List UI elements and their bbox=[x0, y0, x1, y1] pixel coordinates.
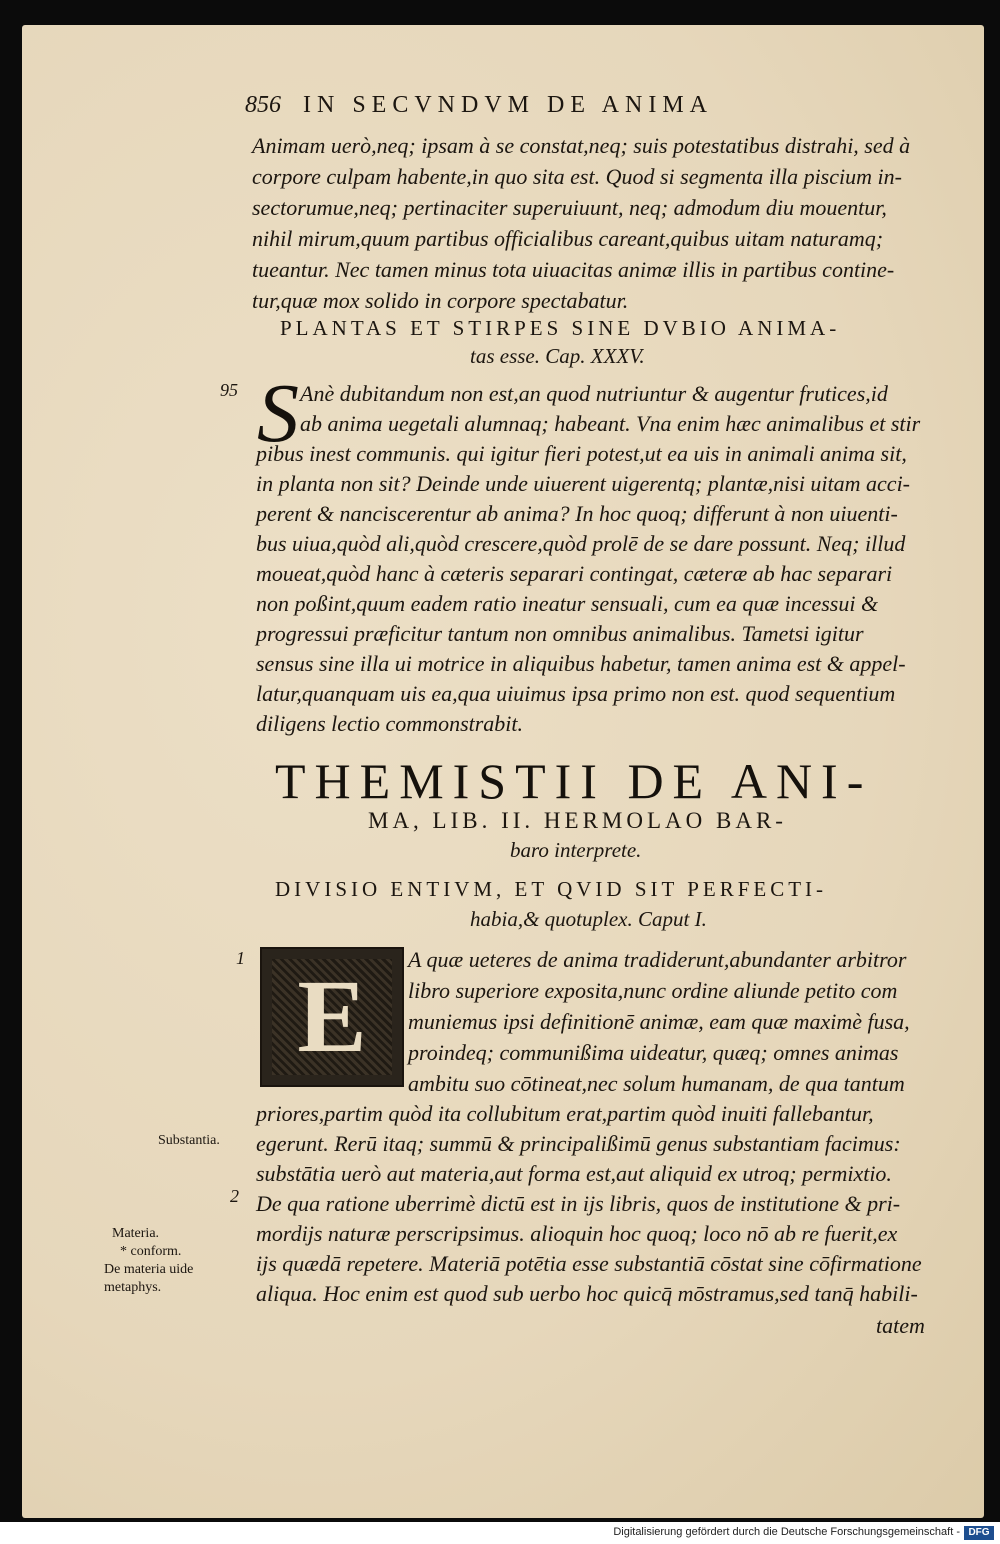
digitization-footer bbox=[0, 1522, 1000, 1544]
book-title-line3: baro interprete. bbox=[510, 838, 642, 862]
text-line: priores,partim quòd ita collubitum erat,partim quòd inuiti fallebantur, bbox=[256, 1101, 874, 1126]
text-line: moueat,quòd hanc à cæteris separari contingat, cæteræ ab hac separari bbox=[256, 561, 893, 586]
text-line: progressui præficitur tantum non omnibus animalibus. Tametsi igitur bbox=[256, 621, 864, 646]
text-line: latur,quanquam uis ea,qua uiuimus ipsa primo non est. quod sequentium bbox=[256, 681, 896, 706]
text-line: libro superiore exposita,nunc ordine aliunde petito com bbox=[408, 978, 898, 1003]
margin-note: metaphys. bbox=[104, 1280, 162, 1295]
text-line: perent & nanciscerentur ab anima? In hoc quoq; differunt à non uiuenti- bbox=[256, 501, 898, 526]
text-line: aliqua. Hoc enim est quod sub uerbo hoc quicq̄ mōstramus,sed tanq̄ habili- bbox=[256, 1281, 918, 1306]
margin-number: 1 bbox=[236, 948, 245, 968]
text-line: A quæ ueteres de anima tradiderunt,abundanter arbitror bbox=[408, 947, 907, 972]
margin-note: * conform. bbox=[120, 1244, 182, 1259]
text-line: De qua ratione uberrimè dictū est in ijs libris, quos de institutione & pri- bbox=[256, 1191, 901, 1216]
book-title: THEMISTII DE ANI- bbox=[275, 753, 873, 809]
page-number: 856 bbox=[245, 92, 281, 118]
text-line: Anè dubitandum non est,an quod nutriuntur & augentur frutices,id bbox=[300, 381, 888, 406]
footer-credit: Digitalisierung gefördert durch die Deutsche Forschungsgemeinschaft - bbox=[613, 1526, 960, 1538]
running-title: IN SECVNDVM DE ANIMA bbox=[303, 92, 714, 118]
initial-letter: E bbox=[297, 959, 367, 1074]
text-line: corpore culpam habente,in quo sita est. Quod si segmenta illa piscium in- bbox=[252, 164, 902, 189]
text-line: sensus sine illa ui motrice in aliquibus habetur, tamen anima est & appel- bbox=[256, 651, 906, 676]
margin-note: Materia. bbox=[112, 1226, 160, 1241]
text-line: Animam uerò,neq; ipsam à se constat,neq; suis potestatibus distrahi, sed à bbox=[252, 133, 911, 158]
dfg-logo[interactable]: DFG bbox=[964, 1526, 994, 1540]
text-line: non poßint,quum eadem ratio ineatur sensuali, cum ea quæ incessui & bbox=[256, 591, 879, 616]
text-line: muniemus ipsi definitionē animæ, eam quæ maximè fusa, bbox=[408, 1009, 910, 1034]
margin-note: Substantia. bbox=[158, 1133, 220, 1148]
text-line: mordijs naturæ perscripsimus. alioquin hoc quoq; loco nō ab re fuerit,ex bbox=[256, 1221, 898, 1246]
decorated-initial bbox=[260, 947, 404, 1087]
text-line: in planta non sit? Deinde unde uiuerent uigerentq; plantæ,nisi uitam acci- bbox=[256, 471, 911, 496]
text-line: nihil mirum,quum partibus officialibus careant,quibus uitam naturamq; bbox=[252, 226, 884, 251]
chapter-subheading: habia,& quotuplex. Caput I. bbox=[470, 907, 707, 931]
running-head bbox=[245, 92, 845, 119]
text-line: proindeq; communißima uideatur, quæq; omnes animas bbox=[408, 1040, 899, 1065]
book-title-line2: MA, LIB. II. HERMOLAO BAR- bbox=[368, 808, 787, 833]
chapter-subheading: tas esse. Cap. XXXV. bbox=[470, 344, 645, 368]
text-line: egerunt. Rerū itaq; summū & principalißimū genus substantiam facimus: bbox=[256, 1131, 901, 1156]
text-line: ab anima uegetali alumnaq; habeant. Vna enim hæc animalibus et stir bbox=[300, 411, 921, 436]
chapter-heading: PLANTAS ET STIRPES SINE DVBIO ANIMA- bbox=[280, 316, 841, 340]
chapter-heading: DIVISIO ENTIVM, ET QVID SIT PERFECTI- bbox=[275, 877, 828, 901]
text-line: substātia uerò aut materia,aut forma est,aut aliquid ex utroq; permixtio. bbox=[256, 1161, 892, 1186]
margin-number: 95 bbox=[220, 380, 238, 400]
text-line: tueantur. Nec tamen minus tota uiuacitas animæ illis in partibus contine- bbox=[252, 257, 895, 282]
initial-letter: S bbox=[257, 367, 299, 460]
catchword: tatem bbox=[876, 1313, 925, 1338]
text-line: tur,quæ mox solido in corpore spectabatur. bbox=[252, 288, 629, 313]
text-line: bus uiua,quòd ali,quòd crescere,quòd prolē de se dare possunt. Neq; illud bbox=[256, 531, 906, 556]
text-line: pibus inest communis. qui igitur fieri potest,ut ea uis in animali anima sit, bbox=[256, 441, 907, 466]
text-line: sectorumue,neq; pertinaciter superuiuunt, neq; admodum diu mouentur, bbox=[252, 195, 887, 220]
text-line: ambitu suo cōtineat,nec solum humanam, de qua tantum bbox=[408, 1071, 905, 1096]
margin-note: De materia uide bbox=[104, 1262, 194, 1277]
text-line: ijs quædā repetere. Materiā potētia esse substantiā cōstat sine cōfirmatione bbox=[256, 1251, 922, 1276]
text-line: diligens lectio commonstrabit. bbox=[256, 711, 524, 736]
margin-number: 2 bbox=[230, 1186, 239, 1206]
